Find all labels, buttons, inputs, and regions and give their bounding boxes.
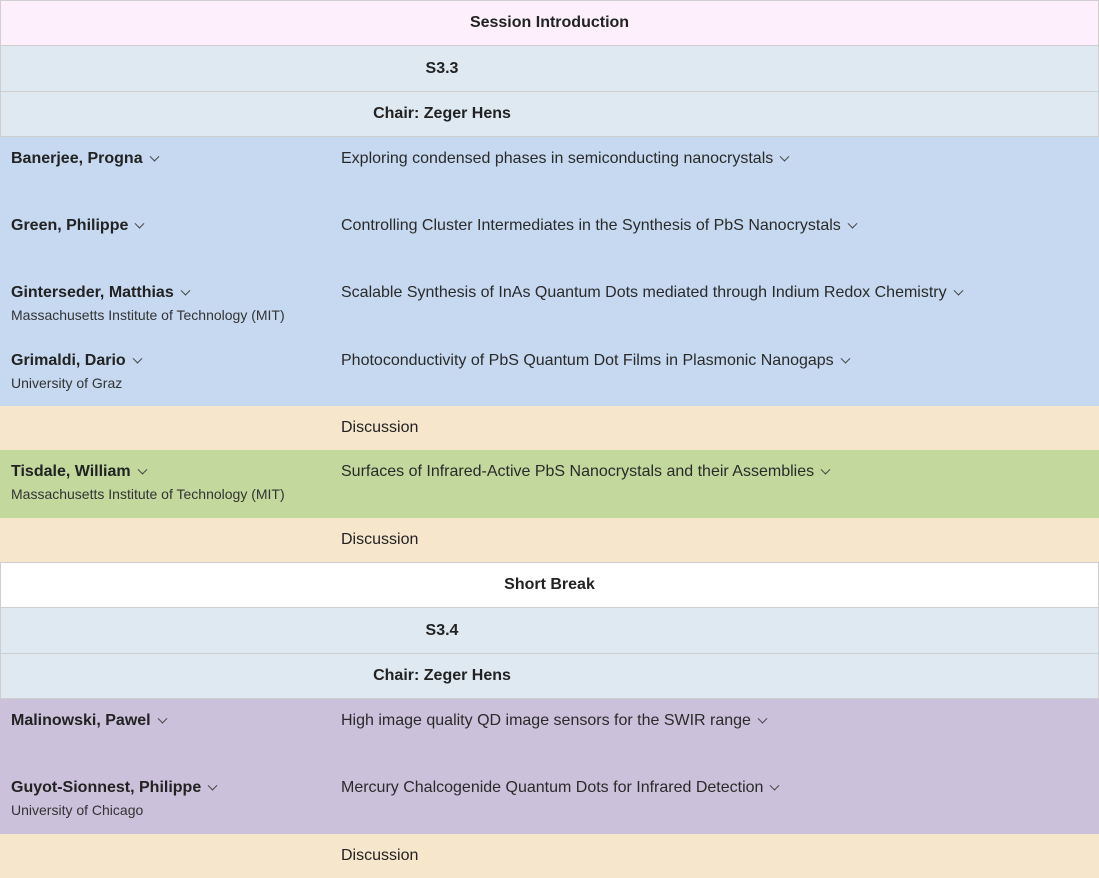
speaker-cell — [11, 284, 285, 323]
speaker-name: Banerjee, Progna — [11, 150, 143, 167]
talk-title: Scalable Synthesis of InAs Quantum Dots mediated through Indium Redox Chemistry — [341, 284, 947, 301]
speaker-toggle[interactable] — [11, 150, 158, 168]
talk-title: Controlling Cluster Intermediates in the Synthesis of PbS Nanocrystals — [341, 217, 841, 234]
chevron-down-icon — [847, 218, 857, 228]
speaker-name: Guyot-Sionnest, Philippe — [11, 779, 202, 796]
talk-row — [0, 137, 1099, 204]
speaker-cell — [11, 217, 143, 235]
talk-row — [0, 204, 1099, 271]
session-introduction-label: Session Introduction — [469, 14, 630, 31]
talk-title-toggle[interactable] — [341, 150, 788, 168]
speaker-name: Ginterseder, Matthias — [11, 284, 174, 301]
speaker-toggle[interactable] — [11, 712, 166, 730]
chevron-down-icon — [180, 285, 190, 295]
speaker-name: Tisdale, William — [11, 463, 131, 480]
chevron-down-icon — [780, 151, 790, 161]
talk-block-purple — [0, 699, 1099, 834]
discussion-row — [0, 406, 1099, 450]
speaker-affiliation: University of Graz — [11, 375, 123, 391]
chevron-down-icon — [208, 780, 218, 790]
short-break-label: Short Break — [504, 576, 595, 593]
discussion-label: Discussion — [341, 419, 419, 436]
speaker-cell — [11, 463, 285, 502]
speaker-toggle[interactable] — [11, 217, 143, 235]
talk-title: High image quality QD image sensors for the SWIR range — [341, 712, 751, 729]
chevron-down-icon — [758, 713, 768, 723]
chevron-down-icon — [840, 353, 850, 363]
speaker-toggle[interactable] — [11, 463, 146, 481]
talk-title-toggle[interactable] — [341, 712, 766, 730]
speaker-toggle[interactable] — [11, 284, 189, 302]
chevron-down-icon — [953, 285, 963, 295]
talk-row — [0, 766, 1099, 834]
speaker-affiliation: Massachusetts Institute of Technology (MIT) — [11, 307, 285, 323]
talk-title-toggle[interactable] — [341, 284, 962, 302]
session-code: S3.3 — [425, 59, 459, 77]
speaker-toggle[interactable] — [11, 352, 141, 370]
chevron-down-icon — [135, 218, 145, 228]
discussion-row — [0, 518, 1099, 562]
session-chair: Chair: Zeger Hens — [373, 667, 511, 684]
session-code-row — [0, 46, 1099, 92]
short-break-row — [0, 562, 1099, 608]
chevron-down-icon — [770, 780, 780, 790]
talk-block-blue — [0, 137, 1099, 406]
talk-row — [0, 339, 1099, 406]
session-chair-row — [0, 92, 1099, 137]
session-introduction-row — [0, 0, 1099, 46]
session-chair: Chair: Zeger Hens — [373, 105, 511, 122]
talk-row — [0, 271, 1099, 339]
discussion-label: Discussion — [341, 847, 419, 864]
talk-title: Surfaces of Infrared-Active PbS Nanocrystals and their Assemblies — [341, 463, 815, 480]
talk-row-keynote — [0, 450, 1099, 518]
session-code: S3.4 — [425, 621, 459, 639]
speaker-affiliation: University of Chicago — [11, 802, 144, 818]
talk-row — [0, 699, 1099, 766]
chevron-down-icon — [149, 151, 159, 161]
chevron-down-icon — [137, 464, 147, 474]
speaker-affiliation: Massachusetts Institute of Technology (MIT) — [11, 486, 285, 502]
talk-title-toggle[interactable] — [341, 779, 778, 797]
speaker-cell — [11, 712, 166, 730]
speaker-name: Grimaldi, Dario — [11, 352, 126, 369]
discussion-label: Discussion — [341, 531, 419, 548]
speaker-name: Malinowski, Pawel — [11, 712, 151, 729]
talk-title: Mercury Chalcogenide Quantum Dots for Infrared Detection — [341, 779, 764, 796]
speaker-cell — [11, 352, 141, 391]
speaker-cell — [11, 779, 216, 818]
talk-title: Photoconductivity of PbS Quantum Dot Films in Plasmonic Nanogaps — [341, 352, 834, 369]
speaker-name: Green, Philippe — [11, 217, 129, 234]
chevron-down-icon — [157, 713, 167, 723]
talk-title: Exploring condensed phases in semiconducting nanocrystals — [341, 150, 774, 167]
chevron-down-icon — [132, 353, 142, 363]
chevron-down-icon — [821, 464, 831, 474]
session-chair-row — [0, 654, 1099, 699]
talk-title-toggle[interactable] — [341, 217, 856, 235]
speaker-cell — [11, 150, 158, 168]
talk-title-toggle[interactable] — [341, 463, 829, 481]
discussion-row — [0, 834, 1099, 878]
talk-title-toggle[interactable] — [341, 352, 849, 370]
speaker-toggle[interactable] — [11, 779, 216, 797]
session-code-row — [0, 608, 1099, 654]
